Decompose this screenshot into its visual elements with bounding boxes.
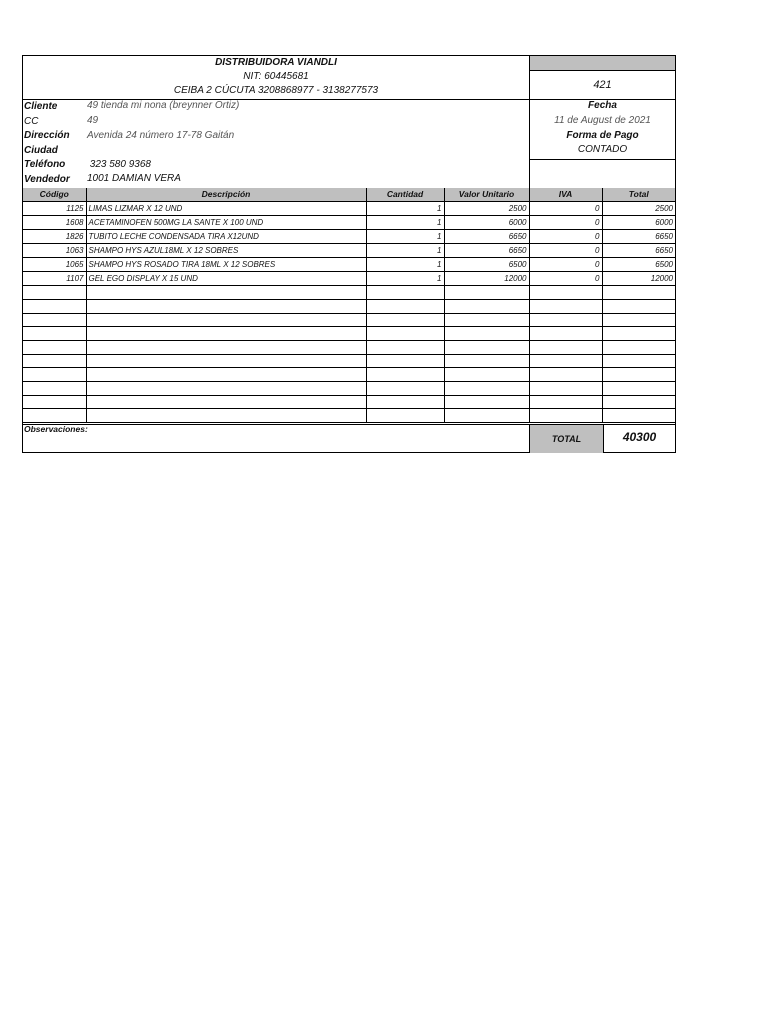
- header-total: Total: [602, 188, 675, 202]
- header-descripcion: Descripción: [86, 188, 366, 202]
- cell-descripcion: ACETAMINOFEN 500MG LA SANTE X 100 UND: [86, 216, 366, 230]
- cell-iva: [529, 368, 602, 382]
- cell-iva: [529, 382, 602, 396]
- invoice: [22, 55, 676, 453]
- cell-cantidad: 1: [366, 272, 444, 286]
- fecha-label: Fecha: [588, 100, 617, 111]
- observaciones-label: Observaciones:: [24, 424, 88, 434]
- table-row: [23, 368, 675, 382]
- forma-pago-label: Forma de Pago: [566, 130, 639, 141]
- fecha-value: 11 de August de 2021: [554, 115, 651, 126]
- table-row: [23, 299, 675, 313]
- cell-codigo: [23, 395, 86, 409]
- cell-cantidad: [366, 299, 444, 313]
- cell-codigo: 1107: [23, 272, 86, 286]
- cell-valor-unitario: 6650: [444, 244, 529, 258]
- cell-total: [602, 368, 675, 382]
- cell-valor-unitario: 12000: [444, 272, 529, 286]
- cell-descripcion: [86, 340, 366, 354]
- cell-total: 6650: [602, 230, 675, 244]
- cell-cantidad: [366, 409, 444, 423]
- ciudad-label: Ciudad: [24, 145, 58, 156]
- cell-cantidad: 1: [366, 216, 444, 230]
- cell-iva: [529, 395, 602, 409]
- direccion-label: Dirección: [24, 130, 70, 141]
- cell-descripcion: LIMAS LIZMAR X 12 UND: [86, 202, 366, 216]
- cell-total: [602, 409, 675, 423]
- cell-valor-unitario: 6000: [444, 216, 529, 230]
- cell-total: [602, 313, 675, 327]
- cell-codigo: 1608: [23, 216, 86, 230]
- company-name: DISTRIBUIDORA VIANDLI: [215, 57, 337, 68]
- cell-descripcion: [86, 327, 366, 341]
- table-row: [23, 216, 675, 230]
- cc-value: 49: [87, 115, 99, 126]
- cell-descripcion: [86, 368, 366, 382]
- cell-codigo: [23, 354, 86, 368]
- header-codigo: Código: [23, 188, 86, 202]
- cell-cantidad: 1: [366, 202, 444, 216]
- cell-descripcion: [86, 286, 366, 300]
- cell-codigo: [23, 327, 86, 341]
- cell-total: [602, 299, 675, 313]
- table-row: [23, 340, 675, 354]
- cell-valor-unitario: [444, 354, 529, 368]
- forma-pago-value: CONTADO: [577, 144, 628, 155]
- vendedor-label: Vendedor: [24, 174, 70, 185]
- cell-codigo: [23, 368, 86, 382]
- cell-cantidad: 1: [366, 244, 444, 258]
- cell-cantidad: [366, 327, 444, 341]
- table-row: [23, 313, 675, 327]
- cell-descripcion: TUBITO LECHE CONDENSADA TIRA X12UND: [86, 230, 366, 244]
- cell-cantidad: [366, 382, 444, 396]
- cell-cantidad: 1: [366, 258, 444, 272]
- cell-total: 6650: [602, 244, 675, 258]
- cell-valor-unitario: [444, 368, 529, 382]
- cell-valor-unitario: 2500: [444, 202, 529, 216]
- cell-iva: 0: [529, 230, 602, 244]
- cell-total: 6500: [602, 258, 675, 272]
- cell-iva: 0: [529, 216, 602, 230]
- items-header-row: [23, 188, 675, 202]
- cell-cantidad: [366, 354, 444, 368]
- cell-total: [602, 354, 675, 368]
- table-row: [23, 272, 675, 286]
- cell-iva: [529, 327, 602, 341]
- table-row: [23, 230, 675, 244]
- cell-total: [602, 327, 675, 341]
- cell-total: 2500: [602, 202, 675, 216]
- cell-valor-unitario: [444, 340, 529, 354]
- cell-valor-unitario: [444, 286, 529, 300]
- header-cantidad: Cantidad: [366, 188, 444, 202]
- table-row: [23, 244, 675, 258]
- cell-iva: [529, 299, 602, 313]
- cell-iva: [529, 313, 602, 327]
- items-table: [23, 188, 675, 423]
- table-row: [23, 202, 675, 216]
- vendedor-value: 1001 DAMIAN VERA: [87, 173, 181, 184]
- telefono-label: Teléfono: [24, 159, 66, 170]
- cell-descripcion: [86, 299, 366, 313]
- cell-valor-unitario: [444, 395, 529, 409]
- cell-codigo: 1125: [23, 202, 86, 216]
- table-row: [23, 327, 675, 341]
- cell-valor-unitario: [444, 327, 529, 341]
- cell-iva: [529, 354, 602, 368]
- header-valor-unitario: Valor Unitario: [444, 188, 529, 202]
- cell-codigo: [23, 313, 86, 327]
- cell-iva: 0: [529, 258, 602, 272]
- cell-descripcion: [86, 313, 366, 327]
- cc-label: CC: [24, 116, 39, 127]
- cell-iva: [529, 340, 602, 354]
- cell-cantidad: 1: [366, 230, 444, 244]
- cell-iva: 0: [529, 244, 602, 258]
- cell-descripcion: SHAMPO HYS ROSADO TIRA 18ML X 12 SOBRES: [86, 258, 366, 272]
- table-row: [23, 395, 675, 409]
- header-gray-band: [530, 56, 675, 70]
- cell-codigo: [23, 382, 86, 396]
- cell-descripcion: [86, 409, 366, 423]
- table-row: [23, 258, 675, 272]
- cell-valor-unitario: 6500: [444, 258, 529, 272]
- telefono-value: 323 580 9368: [87, 159, 151, 170]
- company-nit: NIT: 60445681: [243, 71, 309, 82]
- cell-iva: 0: [529, 272, 602, 286]
- cell-codigo: 1065: [23, 258, 86, 272]
- company-address-phone: CEIBA 2 CÚCUTA 3208868977 - 3138277573: [173, 85, 379, 96]
- cell-codigo: [23, 409, 86, 423]
- cell-valor-unitario: [444, 313, 529, 327]
- table-row: [23, 286, 675, 300]
- cell-total: [602, 286, 675, 300]
- cell-cantidad: [366, 313, 444, 327]
- cell-cantidad: [366, 286, 444, 300]
- cliente-value: 49 tienda mi nona (breynner Ortiz): [87, 100, 240, 111]
- header-iva: IVA: [529, 188, 602, 202]
- cell-total: [602, 340, 675, 354]
- cliente-label: Cliente: [24, 101, 58, 112]
- cell-iva: [529, 286, 602, 300]
- cell-iva: [529, 409, 602, 423]
- cell-cantidad: [366, 395, 444, 409]
- cell-descripcion: SHAMPO HYS AZUL18ML X 12 SOBRES: [86, 244, 366, 258]
- table-row: [23, 382, 675, 396]
- cell-descripcion: GEL EGO DISPLAY X 15 UND: [86, 272, 366, 286]
- cell-valor-unitario: [444, 382, 529, 396]
- cell-total: 12000: [602, 272, 675, 286]
- cell-valor-unitario: [444, 409, 529, 423]
- cell-codigo: 1826: [23, 230, 86, 244]
- cell-iva: 0: [529, 202, 602, 216]
- cell-total: [602, 395, 675, 409]
- cell-cantidad: [366, 340, 444, 354]
- total-value: 40300: [622, 430, 657, 444]
- direccion-value: Avenida 24 número 17-78 Gaitán: [87, 130, 235, 141]
- cell-codigo: [23, 299, 86, 313]
- invoice-number: 421: [593, 79, 612, 91]
- cell-total: 6000: [602, 216, 675, 230]
- cell-codigo: 1063: [23, 244, 86, 258]
- cell-codigo: [23, 286, 86, 300]
- cell-valor-unitario: [444, 299, 529, 313]
- cell-codigo: [23, 340, 86, 354]
- cell-valor-unitario: 6650: [444, 230, 529, 244]
- cell-cantidad: [366, 368, 444, 382]
- table-row: [23, 409, 675, 423]
- cell-total: [602, 382, 675, 396]
- cell-descripcion: [86, 354, 366, 368]
- cell-descripcion: [86, 382, 366, 396]
- cell-descripcion: [86, 395, 366, 409]
- total-label: TOTAL: [551, 434, 582, 444]
- table-row: [23, 354, 675, 368]
